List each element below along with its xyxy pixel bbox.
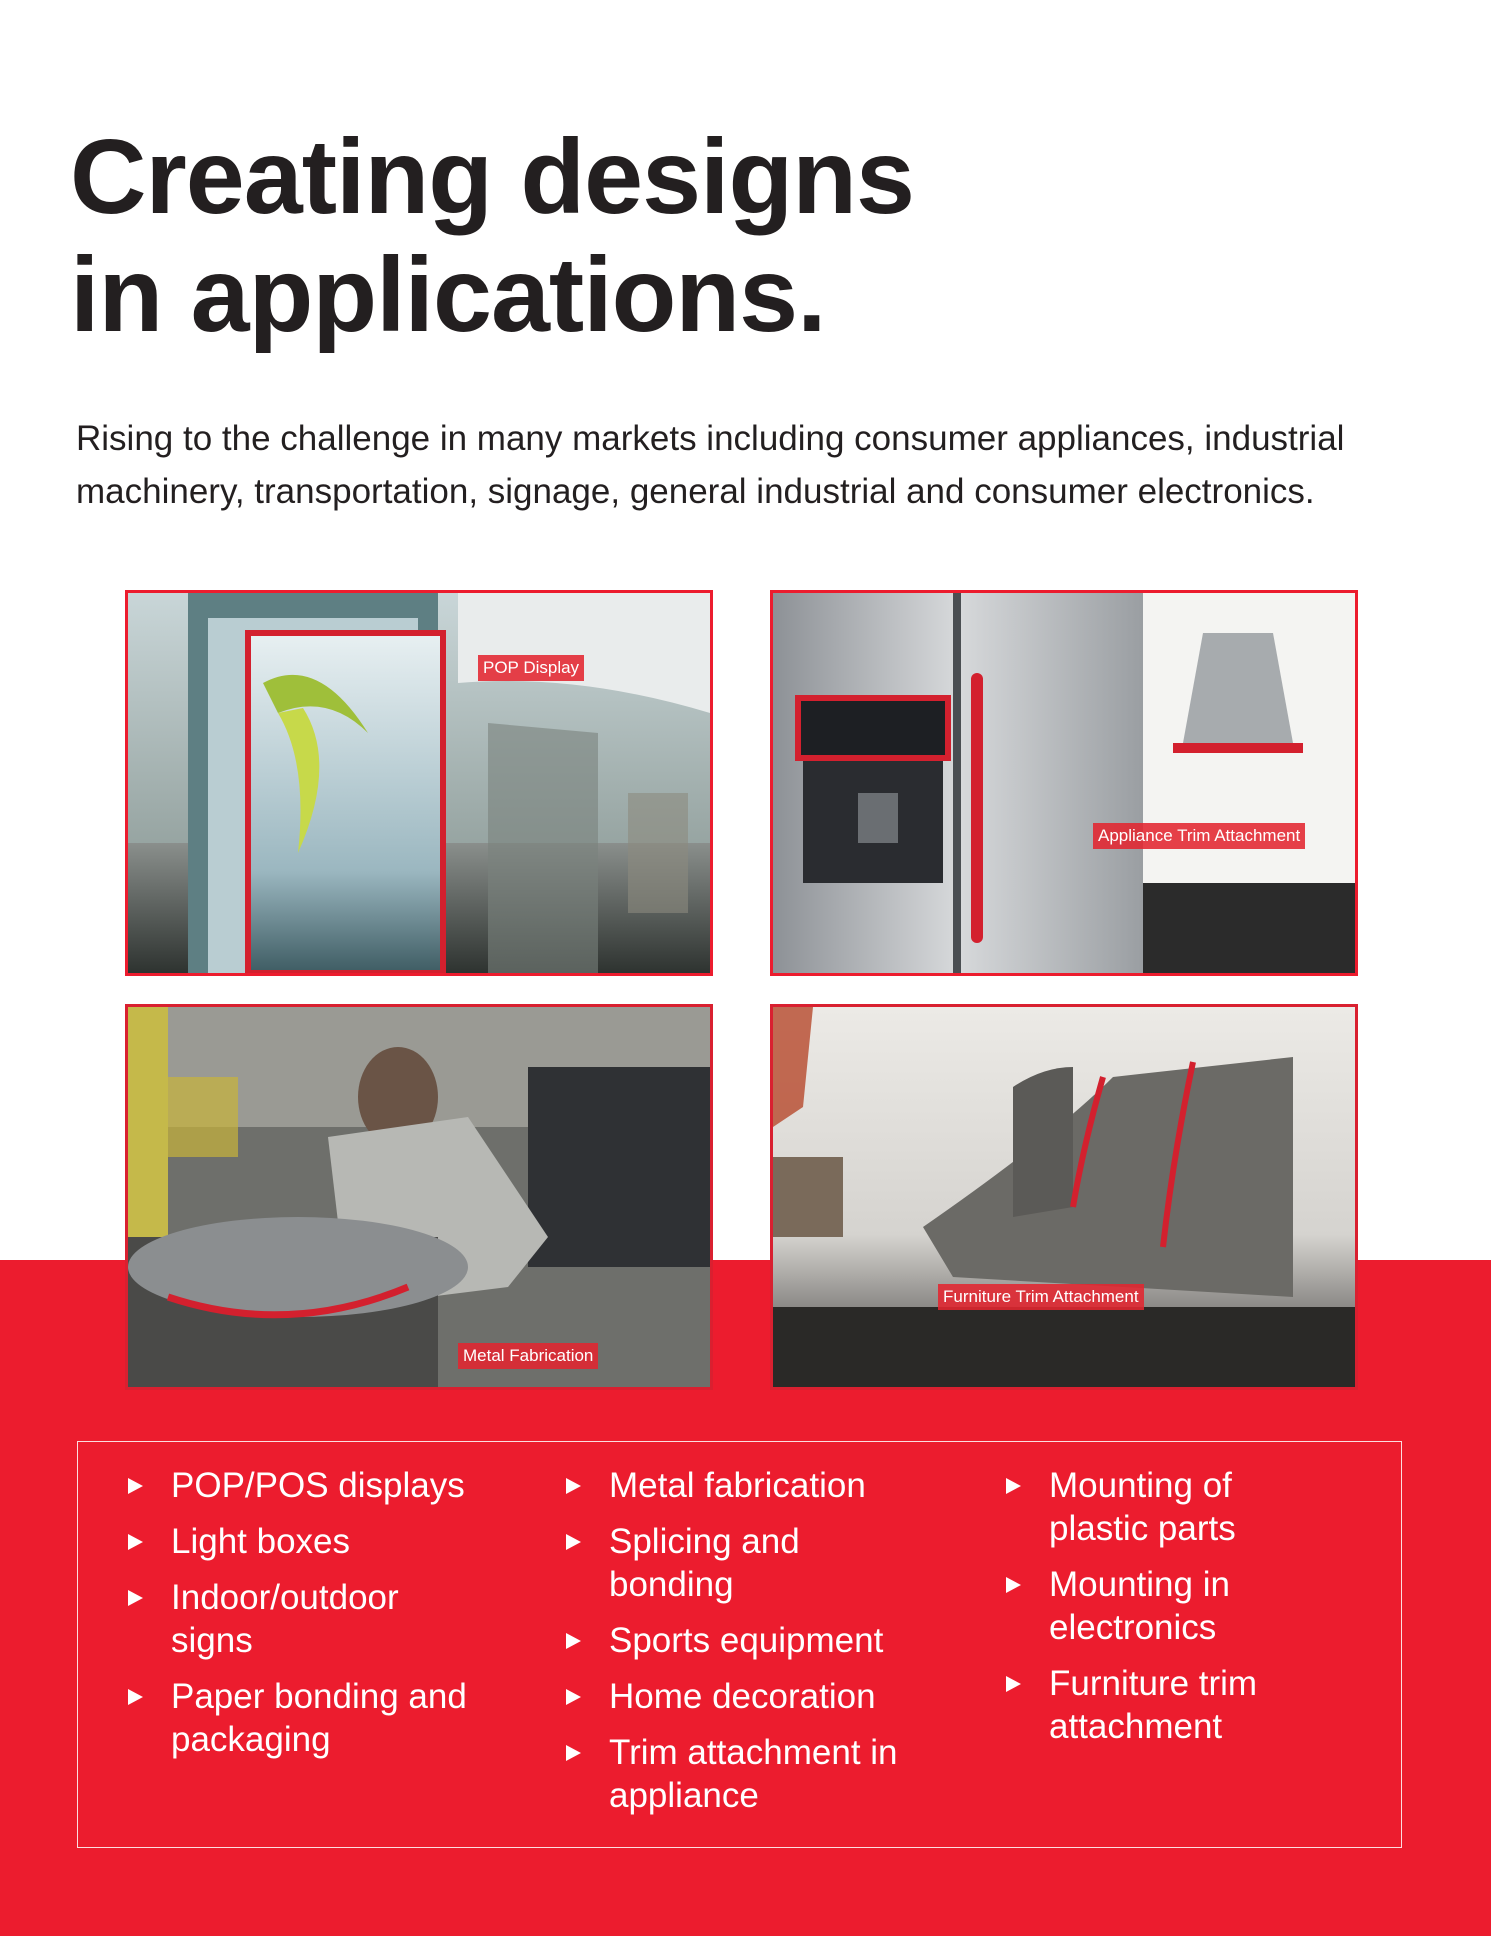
furniture-image [773, 1007, 1355, 1387]
applications-box [77, 1441, 1402, 1848]
applications-column-3 [1006, 1464, 1386, 1761]
photo-pop-display [125, 590, 713, 976]
callout-appliance-trim: Appliance Trim Attachment [1093, 823, 1305, 849]
list-item: POP/POS displays [128, 1464, 528, 1507]
list-item: Paper bonding and packaging [128, 1675, 491, 1761]
triangle-right-icon [128, 1590, 143, 1606]
list-item: Light boxes [128, 1520, 528, 1563]
list-item: Metal fabrication [566, 1464, 966, 1507]
list-item: Home decoration [566, 1675, 966, 1718]
list-item: Indoor/outdoor signs [128, 1576, 471, 1662]
triangle-right-icon [566, 1745, 581, 1761]
metal-fabrication-image [128, 1007, 710, 1387]
page-title [70, 118, 914, 354]
list-item: Furniture trim attachment [1006, 1662, 1329, 1748]
applications-column-1 [128, 1464, 528, 1774]
appliance-image [773, 593, 1355, 973]
callout-pop-display: POP Display [478, 655, 584, 681]
triangle-right-icon [566, 1633, 581, 1649]
triangle-right-icon [566, 1534, 581, 1550]
photo-appliance-trim [770, 590, 1358, 976]
triangle-right-icon [566, 1689, 581, 1705]
callout-metal-fabrication: Metal Fabrication [458, 1343, 598, 1369]
triangle-right-icon [128, 1689, 143, 1705]
title-line-2: in applications. [70, 236, 826, 354]
list-item: Sports equipment [566, 1619, 966, 1662]
list-item: Splicing and bonding [566, 1520, 909, 1606]
list-item: Mounting in electronics [1006, 1563, 1329, 1649]
triangle-right-icon [1006, 1478, 1021, 1494]
list-item: Trim attachment in appliance [566, 1731, 939, 1817]
title-line-1: Creating designs [70, 118, 914, 236]
list-item: Mounting of plastic parts [1006, 1464, 1329, 1550]
triangle-right-icon [1006, 1676, 1021, 1692]
intro-paragraph: Rising to the challenge in many markets including consumer appliances, industrial machinery, transportation, signage, general industrial and consumer electronics. [76, 419, 1345, 511]
photo-metal-fabrication [125, 1004, 713, 1390]
triangle-right-icon [128, 1478, 143, 1494]
photo-furniture-trim [770, 1004, 1358, 1390]
applications-column-2 [566, 1464, 966, 1830]
pop-display-image [128, 593, 710, 973]
triangle-right-icon [128, 1534, 143, 1550]
callout-furniture-trim: Furniture Trim Attachment [938, 1284, 1144, 1310]
triangle-right-icon [1006, 1577, 1021, 1593]
triangle-right-icon [566, 1478, 581, 1494]
